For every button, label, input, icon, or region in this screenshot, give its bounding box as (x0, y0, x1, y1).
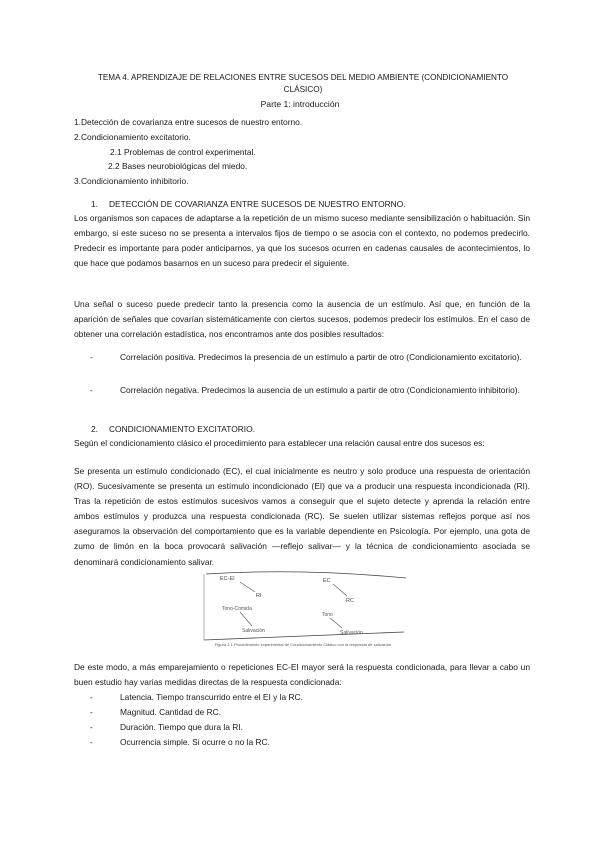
toc-item-1: 1.Detección de covarianza entre sucesos de nuestro entorno. (74, 117, 303, 127)
bullet-text: Duración. Tiempo que dura la RI. (120, 722, 243, 732)
toc-item-2-2: 2.2 Bases neurobiológicas del miedo. (108, 161, 248, 171)
list-item (90, 350, 530, 380)
section-2-number: 2. (91, 424, 98, 434)
bullet-dash: - (90, 737, 93, 747)
list-item (90, 735, 530, 750)
document-subtitle: Parte 1: introducción (260, 99, 340, 109)
section-2-paragraph-after: De este modo, a más emparejamiento o repeticiones EC-EI mayor será la respuesta condicionada, para llevar a cabo un buen estudio hay varias medidas directas de la respuesta condicionada: (74, 662, 530, 688)
section-1-title: DETECCIÓN DE COVARIANZA ENTRE SUCESOS DE NUESTRO ENTORNO. (109, 199, 406, 209)
bullet-text: Latencia. Tiempo transcurrido entre el EI y la RC. (120, 692, 303, 702)
toc-item-3: 3.Condicionamiento inhibitorio. (74, 176, 189, 186)
figure-label-ri: RI (256, 593, 262, 599)
section-2-heading (91, 424, 255, 434)
section-1-paragraph-1: Los organismos son capaces de adaptarse a la repetición de un mismo suceso mediante sensibilización o habituación. Sin embargo, si este suceso no se presenta a intervalos fijos de tiempo o se asocia con el contexto, no podemos predecirlo. Predecir es importante para poder anticiparnos, ya que los sucesos ocurren en cadenas causales de acontecimientos, lo que hace que podamos basarnos en un suceso para predecir el siguiente. (74, 213, 530, 269)
bullet-text: Ocurrencia simple. Si ocurre o no la RC. (120, 737, 270, 747)
toc-item-2: 2.Condicionamiento excitatorio. (74, 132, 191, 142)
list-item (90, 383, 530, 413)
section-1-number: 1. (91, 199, 98, 209)
section-2-title: CONDICIONAMIENTO EXCITATORIO. (109, 424, 255, 434)
figure-label-salivacion-2: Salivación (340, 630, 363, 636)
conditioning-figure (200, 570, 406, 652)
section-2-paragraph: Se presenta un estímulo condicionado (EC), el cual inicialmente es neutro y solo produce una respuesta de orientación (RO). Sucesivamente se presenta un estímulo incondicionado (EI) que va a producir una respuesta incondicionada (RI). Tras la repetición de estos estímulos sucesivos vamos a conseguir que el sujeto detecte y aprenda la relación entre ambos estímulos y produzca una respuesta condicionada (RC). Se suelen utilizar sistemas reflejos porque así nos aseguramos la observación del comportamiento que es la variable dependiente en Psicología. Por ejemplo, una gota de zumo de limón en la boca provocará salivación —reflejo salivar— y la técnica de condicionamiento asociada se denominará condicionamiento salivar. (74, 466, 530, 567)
section-1-paragraph-2: Una señal o suceso puede predecir tanto la presencia como la ausencia de un estímulo. Así que, en función de la aparición de señales que covarían sistemáticamente con ciertos sucesos, podemos predecir los estímulos. En el caso de obtener una correlación estadística, nos encontramos ante dos posibles resultados: (74, 299, 530, 340)
figure-caption: Figura 2.1 Procedimiento experimental de Condicionamiento Clásico con la respuesta de salivación (214, 642, 392, 647)
figure-label-rc: RC (346, 598, 354, 604)
bullet-dash: - (90, 722, 93, 732)
figure-label-salivacion-1: Salivación (242, 628, 265, 634)
section-1-heading (91, 199, 406, 209)
bullet-dash: - (90, 352, 93, 362)
section-2-intro: Según el condicionamiento clásico el procedimiento para establecer una relación causal entre dos sucesos es: (74, 438, 485, 448)
bullet-dash: - (90, 385, 93, 395)
bullet-text: Correlación negativa. Predecimos la ausencia de un estímulo a partir de otro (Condicionamiento inhibitorio). (120, 385, 520, 395)
toc-item-2-1: 2.1 Problemas de control experimental. (110, 147, 256, 157)
figure-label-tono-comida: Tono-Comida (222, 606, 252, 612)
conditioning-diagram (200, 570, 406, 642)
list-item (90, 705, 530, 720)
list-item (90, 690, 530, 705)
bullet-text: Correlación positiva. Predecimos la presencia de un estímulo a partir de otro (Condicionamiento excitatorio). (120, 352, 522, 362)
list-item (90, 720, 530, 735)
document-title: TEMA 4. APRENDIZAJE DE RELACIONES ENTRE SUCESOS DEL MEDIO AMBIENTE (CONDICIONAMIENTO CLÁSICO) (97, 73, 509, 94)
bullet-text: Magnitud. Cantidad de RC. (120, 707, 222, 717)
figure-label-ec-ei: EC-EI (220, 576, 235, 582)
bullet-dash: - (90, 707, 93, 717)
figure-label-tono: Tono (322, 612, 333, 618)
figure-label-ec: EC (323, 578, 331, 584)
bullet-dash: - (90, 692, 93, 702)
